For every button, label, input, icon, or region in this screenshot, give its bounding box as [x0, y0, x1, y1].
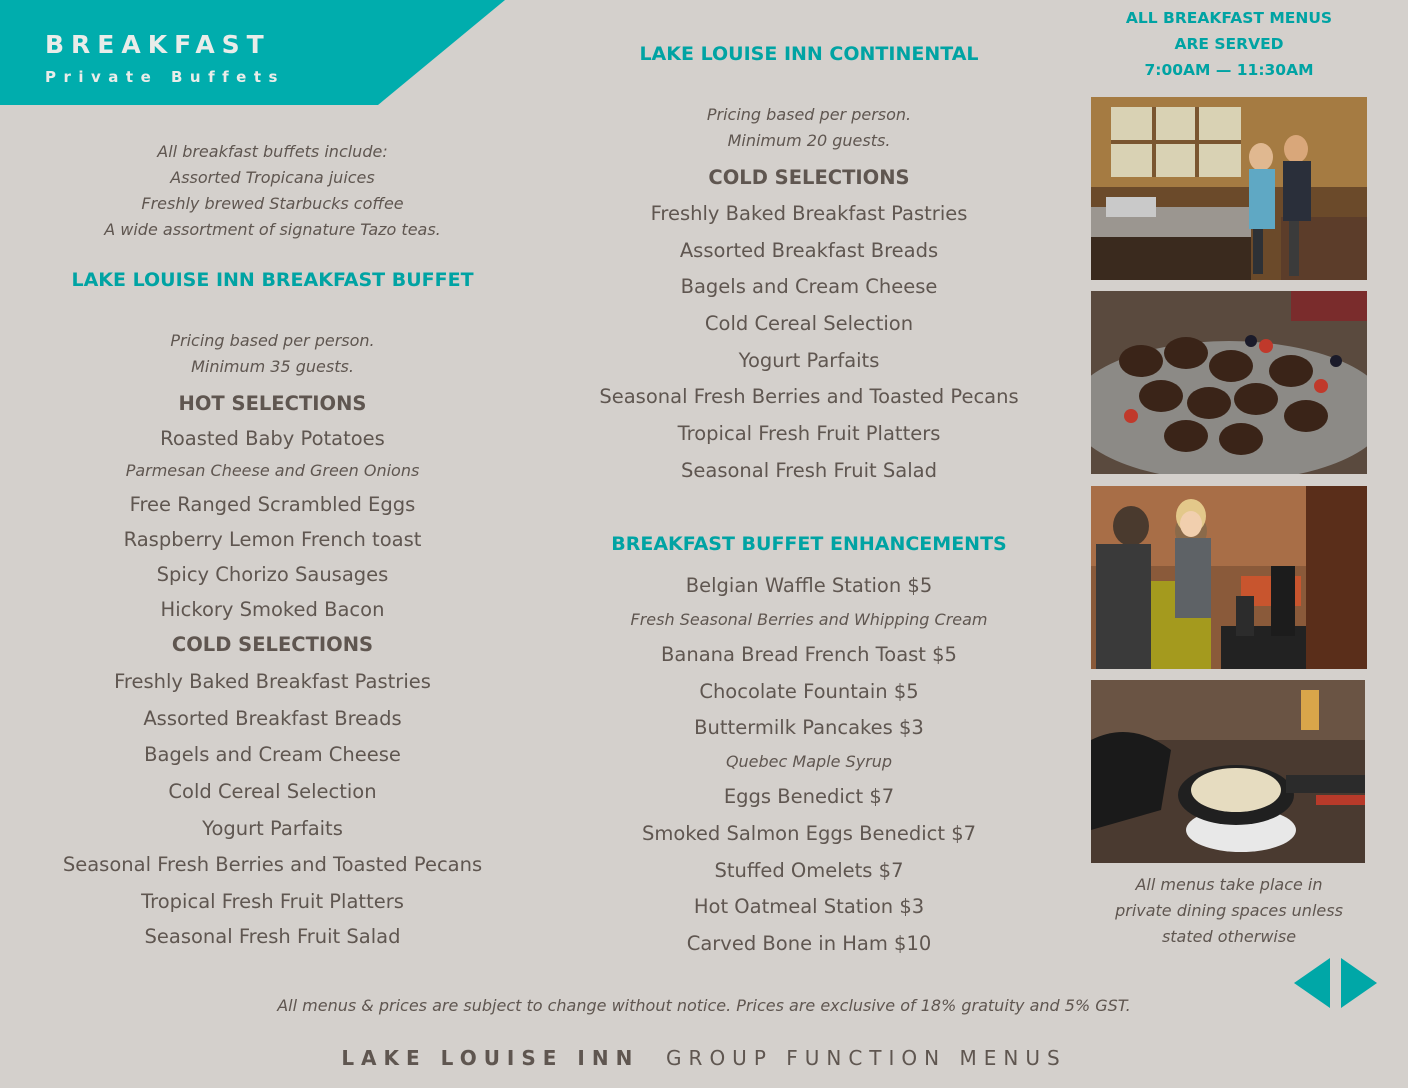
pricing-line: Pricing based per person. — [170, 331, 375, 350]
menu-item: Freshly Baked Breakfast Pastries — [650, 202, 968, 225]
menu-item: Roasted Baby Potatoes — [160, 427, 385, 450]
menu-item: Cold Cereal Selection — [704, 312, 914, 335]
hot-selections-header: HOT SELECTIONS — [178, 392, 367, 415]
menu-item: Banana Bread French Toast $5 — [661, 643, 957, 666]
footer-brand — [0, 1046, 1408, 1070]
served-hours-line: ARE SERVED — [1174, 35, 1284, 53]
menu-item: Assorted Breakfast Breads — [679, 239, 939, 262]
menu-item: Seasonal Fresh Berries and Toasted Pecans — [62, 853, 483, 876]
menu-item: Seasonal Fresh Fruit Salad — [681, 459, 937, 482]
section-title-continental: LAKE LOUISE INN CONTINENTAL — [639, 43, 979, 65]
menu-item: Hot Oatmeal Station $3 — [693, 895, 925, 918]
menu-item: Carved Bone in Ham $10 — [686, 932, 932, 955]
pricing-disclaimer: All menus & prices are subject to change without notice. Prices are exclusive of 18% gratuity and 5% GST. — [277, 996, 1131, 1015]
menu-item: Hickory Smoked Bacon — [160, 598, 385, 621]
menu-item: Yogurt Parfaits — [738, 349, 880, 372]
intro-line: A wide assortment of signature Tazo teas. — [104, 220, 441, 239]
triangle-right-icon[interactable] — [1341, 958, 1377, 1008]
menu-item: Free Ranged Scrambled Eggs — [129, 493, 416, 516]
menu-item: Bagels and Cream Cheese — [680, 275, 938, 298]
pricing-line: Minimum 20 guests. — [727, 131, 891, 150]
intro-line: Freshly brewed Starbucks coffee — [141, 194, 404, 213]
dining-note-line: stated otherwise — [1161, 927, 1297, 946]
menu-item: Cold Cereal Selection — [168, 780, 377, 803]
menu-item: Yogurt Parfaits — [202, 817, 343, 840]
section-title-breakfast-buffet: LAKE LOUISE INN BREAKFAST BUFFET — [71, 269, 474, 291]
guests-coffee-photo — [1091, 486, 1367, 669]
served-hours-line: ALL BREAKFAST MENUS — [1125, 9, 1333, 27]
menu-item: Assorted Breakfast Breads — [143, 707, 402, 730]
cold-selections-header: COLD SELECTIONS — [171, 633, 374, 656]
footer-brand-tagline: GROUP FUNCTION MENUS — [666, 1046, 1067, 1070]
menu-item: Chocolate Fountain $5 — [699, 680, 919, 703]
served-hours-line: 7:00AM — 11:30AM — [1144, 61, 1314, 79]
dining-note-line: All menus take place in — [1135, 875, 1323, 894]
pricing-line: Pricing based per person. — [706, 105, 912, 124]
menu-item: Tropical Fresh Fruit Platters — [141, 890, 404, 913]
menu-item: Eggs Benedict $7 — [723, 785, 895, 808]
menu-item: Seasonal Fresh Fruit Salad — [144, 925, 401, 948]
buffet-line-photo — [1091, 97, 1367, 280]
menu-item: Belgian Waffle Station $5 — [685, 574, 933, 597]
menu-item: Smoked Salmon Eggs Benedict $7 — [641, 822, 977, 845]
menu-item-note: Fresh Seasonal Berries and Whipping Cream — [630, 610, 988, 629]
cold-selections-header: COLD SELECTIONS — [708, 166, 910, 189]
menu-item: Bagels and Cream Cheese — [144, 743, 401, 766]
menu-item: Spicy Chorizo Sausages — [156, 563, 389, 586]
menu-item-note: Parmesan Cheese and Green Onions — [125, 461, 420, 480]
menu-item: Buttermilk Pancakes $3 — [694, 716, 924, 739]
footer-brand-name: LAKE LOUISE INN — [341, 1046, 640, 1070]
menu-item: Raspberry Lemon French toast — [123, 528, 422, 551]
intro-line: All breakfast buffets include: — [157, 142, 388, 161]
menu-item-note: Quebec Maple Syrup — [725, 752, 893, 771]
intro-line: Assorted Tropicana juices — [170, 168, 375, 187]
menu-item: Seasonal Fresh Berries and Toasted Pecans — [599, 385, 1019, 408]
page-subtitle: Private Buffets — [45, 68, 285, 86]
muffins-photo — [1091, 291, 1367, 474]
waffle-iron-photo — [1091, 680, 1365, 863]
dining-note-line: private dining spaces unless — [1115, 901, 1343, 920]
section-title-enhancements: BREAKFAST BUFFET ENHANCEMENTS — [611, 533, 1007, 555]
menu-item: Tropical Fresh Fruit Platters — [677, 422, 941, 445]
pricing-line: Minimum 35 guests. — [191, 357, 354, 376]
menu-item: Freshly Baked Breakfast Pastries — [114, 670, 431, 693]
menu-item: Stuffed Omelets $7 — [714, 859, 904, 882]
page-title: BREAKFAST — [45, 30, 271, 59]
triangle-left-icon[interactable] — [1294, 958, 1330, 1008]
